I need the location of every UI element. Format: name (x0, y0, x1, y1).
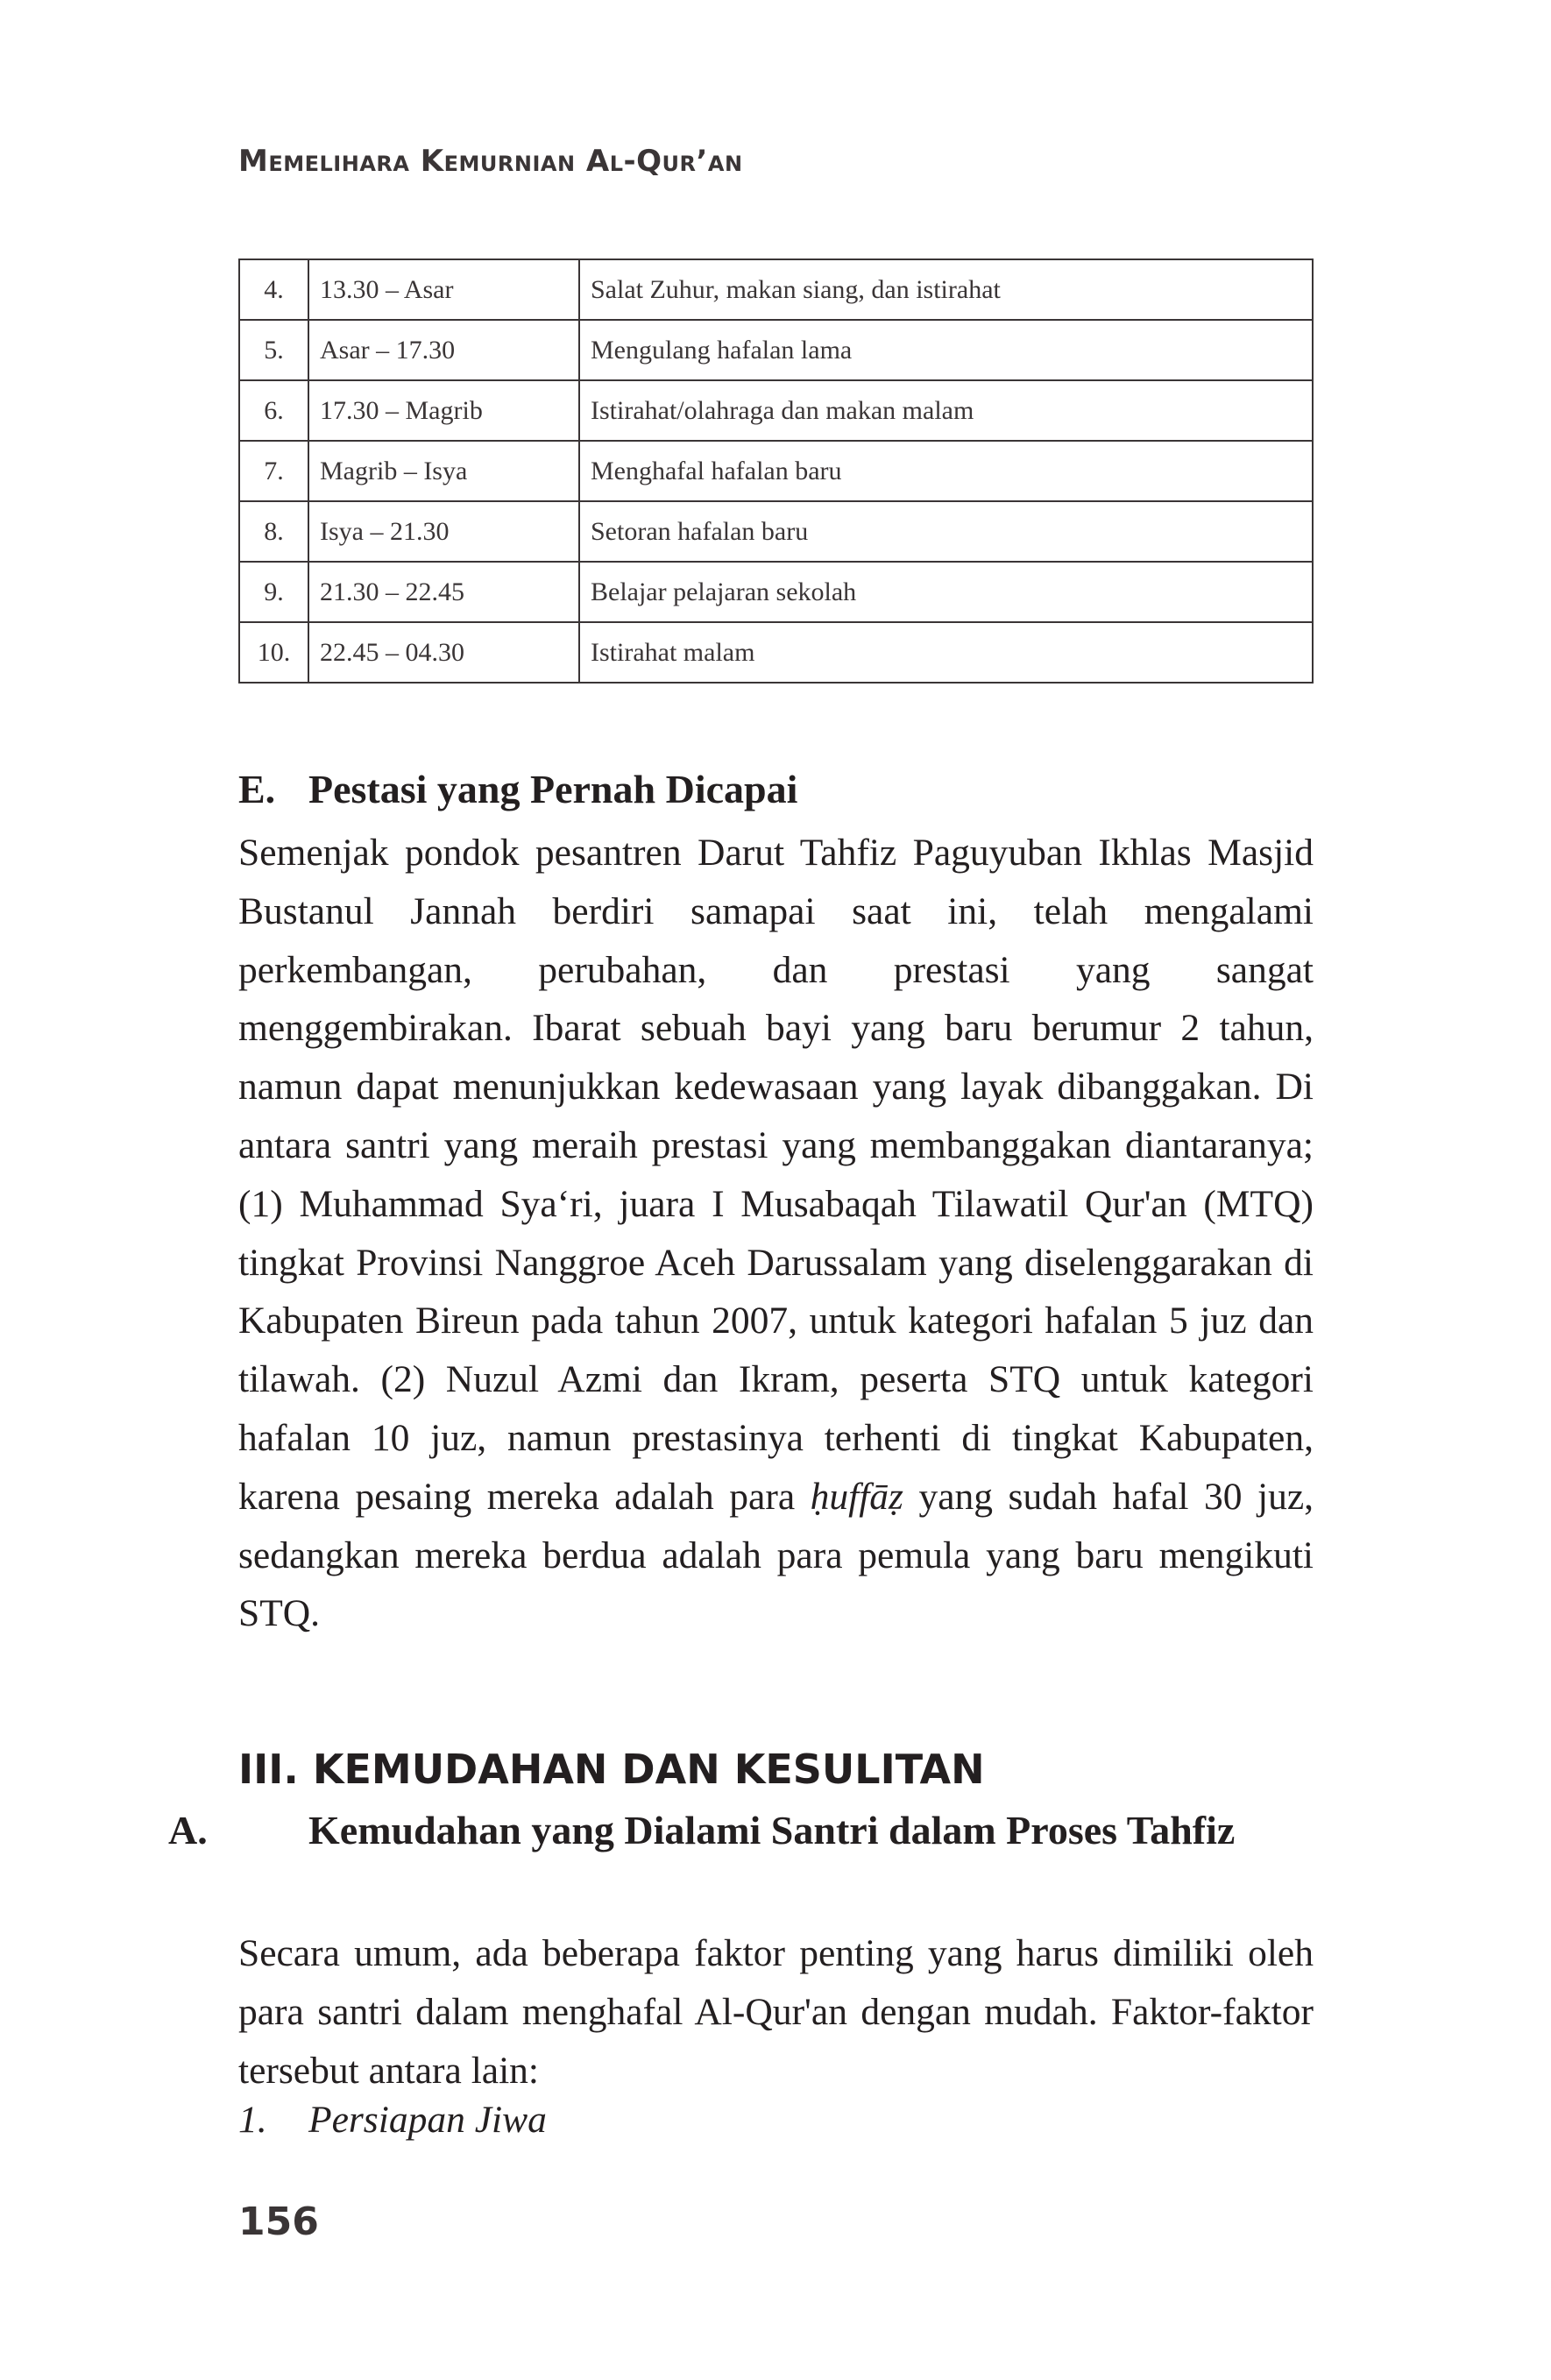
row-time: Isya – 21.30 (308, 501, 579, 562)
row-activity: Setoran hafalan baru (579, 501, 1313, 562)
section-a-letter: A. (168, 1808, 208, 1852)
row-number: 10. (239, 622, 308, 683)
italic-term: ḥuffāẓ (810, 1475, 903, 1518)
paragraph-text: Semenjak pondok pesantren Darut Tahfiz Paguyuban Ikhlas Masjid Bustanul Jannah berdiri samapai saat ini, telah mengalami perkembangan, perubahan, dan prestasi yang sangat menggembirakan. Ibarat sebuah bayi yang baru berumur 2 tahun, namun dapat menunjukkan kedewasaan yang layak dibanggakan. Di antara santri yang meraih prestasi yang membanggakan diantaranya; (1) Muhammad Sya‘ri, juara I Musabaqah Tilawatil Qur'an (MTQ) tingkat Provinsi Nanggroe Aceh Darussalam yang diselenggarakan di Kabupaten Bireun pada tahun 2007, untuk kategori hafalan 5 juz dan tilawah. (2) Nuzul Azmi dan Ikram, peserta STQ untuk kategori hafalan 10 juz, namun prestasinya terhenti di tingkat Kabupaten, karena pesaing mereka adalah para (238, 832, 1314, 1518)
row-activity: Menghafal hafalan baru (579, 441, 1313, 501)
running-header: Memelihara Kemurnian Al-Qur’an (238, 144, 743, 179)
table-row (239, 562, 1313, 622)
row-number: 9. (239, 562, 308, 622)
row-time: Asar – 17.30 (308, 320, 579, 380)
row-activity: Istirahat/olahraga dan makan malam (579, 380, 1313, 441)
row-activity: Belajar pelajaran sekolah (579, 562, 1313, 622)
section-a-title: Kemudahan yang Dialami Santri dalam Proses Tahfiz (308, 1808, 1236, 1852)
row-time: 17.30 – Magrib (308, 380, 579, 441)
row-activity: Mengulang hafalan lama (579, 320, 1313, 380)
section-e-title: Pestasi yang Pernah Dicapai (308, 767, 798, 811)
row-number: 6. (239, 380, 308, 441)
section-e-heading (238, 766, 797, 812)
chapter-title: KEMUDAHAN DAN KESULITAN (312, 1746, 985, 1793)
section-a-paragraph: Secara umum, ada beberapa faktor penting yang harus dimiliki oleh para santri dalam menghafal Al-Qur'an dengan mudah. Faktor-faktor tersebut antara lain: (238, 1932, 1314, 2092)
row-time: 22.45 – 04.30 (308, 622, 579, 683)
table-row (239, 380, 1313, 441)
table-row (239, 320, 1313, 380)
row-number: 5. (239, 320, 308, 380)
row-number: 8. (239, 501, 308, 562)
row-number: 7. (239, 441, 308, 501)
table-row (239, 441, 1313, 501)
section-a-heading (168, 1801, 1384, 1860)
list-item (238, 2098, 547, 2142)
table-row (239, 622, 1313, 683)
table-row (239, 259, 1313, 320)
page-number: 156 (238, 2199, 319, 2244)
chapter-number: III. (238, 1746, 299, 1793)
row-activity: Salat Zuhur, makan siang, dan istirahat (579, 259, 1313, 320)
table-row (239, 501, 1313, 562)
schedule-table (238, 259, 1314, 684)
row-number: 4. (239, 259, 308, 320)
row-activity: Istirahat malam (579, 622, 1313, 683)
section-e-letter: E. (238, 767, 276, 811)
paragraph-text: yang sudah hafal 30 juz, sedangkan mereka berdua adalah para pemula yang baru mengikuti STQ. (238, 1475, 1314, 1635)
row-time: 13.30 – Asar (308, 259, 579, 320)
list-item-label: Persiapan Jiwa (308, 2099, 547, 2141)
section-e-paragraph (238, 824, 1314, 1643)
row-time: Magrib – Isya (308, 441, 579, 501)
row-time: 21.30 – 22.45 (308, 562, 579, 622)
chapter-heading (238, 1746, 985, 1793)
list-item-number: 1. (238, 2099, 267, 2141)
